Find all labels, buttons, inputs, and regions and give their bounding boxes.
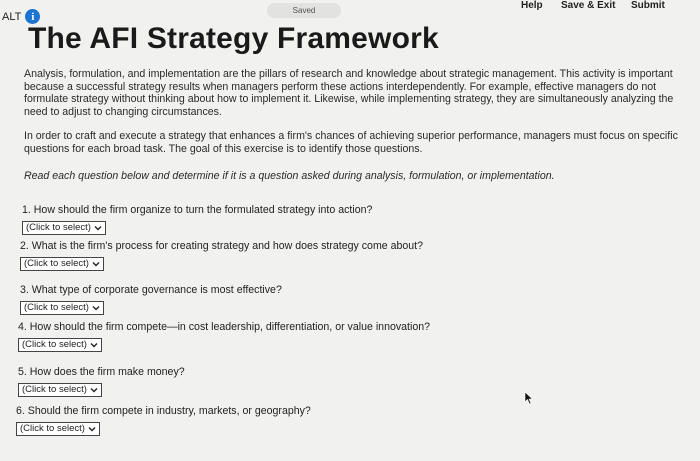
question-text: 1. How should the firm organize to turn the formulated strategy into action? (22, 204, 373, 216)
alt-label: ALT (2, 10, 22, 23)
question-item (22, 204, 372, 235)
page-title: The AFI Strategy Framework (28, 22, 439, 55)
answer-select[interactable] (18, 383, 102, 397)
chevron-down-icon (92, 304, 100, 312)
question-text: 2. What is the firm's process for creating strategy and how does strategy come about? (20, 240, 424, 252)
question-text: 4. How should the firm compete—in cost leadership, differentiation, or value innovation? (18, 321, 431, 333)
saved-status-badge: Saved (267, 3, 341, 18)
chevron-down-icon (88, 425, 96, 433)
chevron-down-icon (90, 386, 98, 394)
submit-link[interactable]: Submit (631, 0, 665, 11)
question-item (16, 405, 311, 436)
chevron-down-icon (94, 224, 102, 232)
select-value: (Click to select) (22, 384, 87, 395)
answer-select[interactable] (20, 301, 104, 315)
question-text: 3. What type of corporate governance is most effective? (20, 284, 282, 296)
instruction-text: Read each question below and determine if it is a question asked during analysis, formulation, or implementation. (24, 170, 555, 182)
question-item (20, 284, 282, 315)
info-icon[interactable]: i (25, 9, 40, 24)
help-link[interactable]: Help (521, 0, 543, 11)
select-value: (Click to select) (20, 423, 85, 434)
select-value: (Click to select) (22, 339, 87, 350)
save-exit-link[interactable]: Save & Exit (561, 0, 616, 11)
question-item (18, 366, 185, 397)
answer-select[interactable] (22, 221, 106, 235)
goal-paragraph: In order to craft and execute a strategy that enhances a firm's chances of achieving superior performance, managers must focus on specific questions for each broad task. The goal of this exercise is to identify those questions. (24, 130, 678, 155)
chevron-down-icon (92, 260, 100, 268)
mouse-cursor-icon (524, 391, 534, 410)
question-item (20, 240, 423, 271)
intro-paragraph: Analysis, formulation, and implementation are the pillars of research and knowledge about strategic management. This activity is important because a successful strategy results when managers perform these actions interdependently. For example, effective managers do not formulate strategy without thinking about how to implement it. Likewise, while implementing strategy, they are simultaneously analyzing the need to adjust to changing circumstances. (24, 68, 674, 118)
select-value: (Click to select) (26, 222, 91, 233)
question-text: 6. Should the firm compete in industry, markets, or geography? (16, 405, 311, 417)
answer-select[interactable] (18, 338, 102, 352)
question-item (18, 321, 430, 352)
select-value: (Click to select) (24, 302, 89, 313)
chevron-down-icon (90, 341, 98, 349)
answer-select[interactable] (20, 257, 104, 271)
answer-select[interactable] (16, 422, 100, 436)
question-text: 5. How does the firm make money? (18, 366, 185, 378)
select-value: (Click to select) (24, 258, 89, 269)
